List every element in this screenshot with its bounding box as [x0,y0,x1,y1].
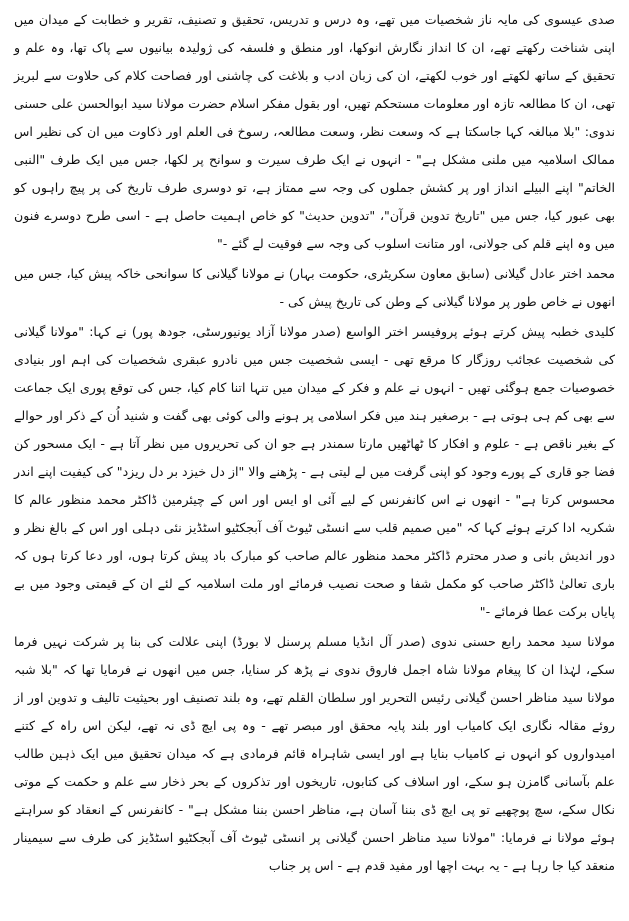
paragraph-keynote-akhtarul-wasey: کلیدی خطبہ پیش کرتے ہوئے پروفیسر اختر الواسع (صدر مولانا آزاد یونیورسٹی، جودھ پور) نے کہا: "مولانا گیلانی کی شخصیت عجائب روزگار کا مرقع تھی - ایسی شخصیت جس میں نادرو عبقری شخصیات کی اہم اور بنیادی خصوصیات جمع ہوگئی تھیں - انہوں نے علم و فکر کے میدان میں تنہا اتنا کام کیا، جس کی توقع پوری ایک جماعت سے بھی کم ہی ہوتی ہے - برصغیر ہند میں فکر اسلامی پر ہونے والی کوئی بھی گفت و شنید اُن کے ذکر اور حوالے کے بغیر ناقص ہے - علوم و افکار کا ٹھاٹھیں مارتا سمندر ہے جو ان کی تحریروں میں نظر آتا ہے - ایک مسحور کن فضا جو قاری کے پورے وجود کو اپنی گرفت میں لے لیتی ہے - پڑھنے والا "از دل خیزد بر دل ریزد" کی کیفیت اپنے اندر محسوس کرتا ہے" - انھوں نے اس کانفرنس کے لیے آئی او ایس اور اس کے چیئرمین ڈاکٹر محمد منظور عالم کا شکریہ ادا کرتے ہوئے کہا کہ "میں صمیم قلب سے انسٹی ٹیوٹ آف آبجکٹیو اسٹڈیز نئی دہلی اور اس کے بالغ نظر و دور اندیش بانی و صدر محترم ڈاکٹر محمد منظور عالم صاحب کو مبارک باد پیش کرتا ہوں، اور دعا کرتا ہوں کہ باری تعالیٰ ڈاکٹر صاحب کو مکمل شفا و صحت نصیب فرمائے اور ملت اسلامیہ کے لئے ان کے قیمتی وجود میں بے پایاں برکت عطا فرمائے -" [14,324,615,619]
paragraph-intro-profile: صدی عیسوی کی مایہ ناز شخصیات میں تھے، وہ درس و تدریس، تحقیق و تصنیف، تقریر و خطابت کے میدان میں اپنی شناخت رکھتے تھے، ان کا انداز نگارش انوکھا، اور منطق و فلسفہ کی ژولیدہ بیانیوں سے پاک تھا، وہ علم و تحقیق کے ساتھ لکھتے اور خوب لکھتے، ان کی زبان ادب و بلاغت کی چاشنی اور فصاحت کلام کی حلاوت سے لبریز تھی، ان کا مطالعہ تازہ اور معلومات مستحکم تھیں، اور بقول مفکر اسلام حضرت مولانا سید ابوالحسن علی حسنی ندوی: "بلا مبالغہ کہا جاسکتا ہے کہ وسعت نظر، وسعت مطالعہ، رسوخ فی العلم اور ذکاوت میں ان کی نظیر اس ممالک اسلامیہ میں ملنی مشکل ہے" - انہوں نے ایک طرف سیرت و سوانح پر لکھا، جس میں ایک طرف "النبی الخاتم" اپنے البیلے انداز اور پر کشش جملوں کی وجہ سے ممتاز ہے، تو دوسری طرف تاریخ کی پر پیچ راہوں کو بھی عبور کیا، جس میں "تاریخ تدوین قرآن"، "تدوین حدیث" کو خاص اہمیت حاصل ہے - اسی طرح دوسرے فنون میں وہ اپنے قلم کی جولانی، اور متانت اسلوب کی وجہ سے فوقیت لے گئے -" [14,12,615,251]
paragraph-rabey-hasani-message: مولانا سید محمد رابع حسنی ندوی (صدر آل انڈیا مسلم پرسنل لا بورڈ) اپنی علالت کی بنا پر شرکت نہیں فرما سکے، لہٰذا ان کا پیغام مولانا شاہ اجمل فاروق ندوی نے پڑھ کر سنایا، جس میں انھوں نے فرمایا تھا کہ "بلا شبہ مولانا سید مناظر احسن گیلانی رئیس التحریر اور سلطان القلم تھے، وہ بلند تصنیف اور بحیثیت تالیف و تدوین اور از روئے مقالہ نگاری ایک کامیاب اور بلند پایہ محقق اور مبصر تھے - وہ پی ایچ ڈی نہ تھے، لیکن اس راہ کے کتنے امیدواروں کو انہوں نے کامیاب بنایا ہے اور ایسی شاہراہ قائم فرمادی ہے کہ میدان تحقیق میں ایک ذہین طالب علم بآسانی گامزن ہو سکے، اور اسلاف کی کتابوں، تاریخوں اور تذکروں کے بحر ذخار سے علم و حکمت کے موتی نکال سکے، سچ پوچھیے تو پی ایچ ڈی بننا آسان ہے، مناظر احسن بننا مشکل ہے" - کانفرنس کے انعقاد کو سراہتے ہوئے مولانا نے فرمایا: "مولانا سید مناظر احسن گیلانی پر انسٹی ٹیوٹ آف آبجکٹیو اسٹڈیز کی طرف سے سیمینار منعقد کیا جا رہا ہے - یہ بہت اچھا اور مفید قدم ہے - اس پر جناب [14,634,615,873]
paragraph-akhtar-adil-gilani: محمد اختر عادل گیلانی (سابق معاون سکریٹری، حکومت بہار) نے مولانا گیلانی کا سوانحی خاکہ پیش کیا، جس میں انھوں نے خاص طور پر مولانا گیلانی کے وطن کی تاریخ پیش کی - [14,266,615,309]
